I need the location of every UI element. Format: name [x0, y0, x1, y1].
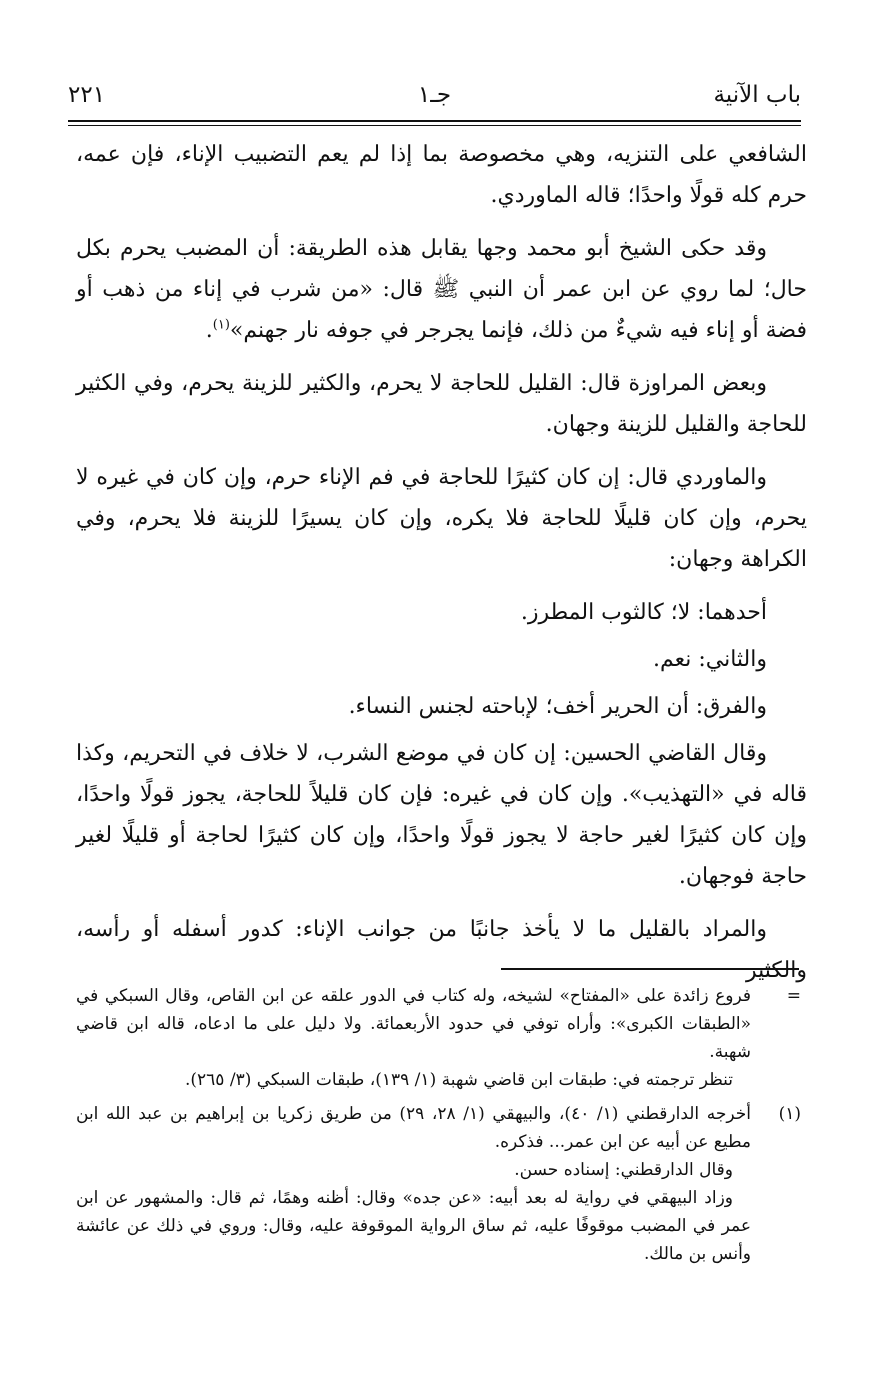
footnote-1: [76, 1100, 801, 1268]
paragraph: والماوردي قال: إن كان كثيرًا للحاجة في فم الإناء حرم، وإن كان في غيره لا يحرم، وإن كان قليلًا للحاجة فلا يكره، وإن كان يسيرًا للزينة فلا يحرم، وفي الكراهة وجهان:: [76, 465, 807, 572]
footnote-text: وقال الدارقطني: إسناده حسن.: [514, 1160, 733, 1180]
paragraph: [76, 228, 807, 351]
main-text: [76, 134, 807, 1003]
paragraph-sub: والفرق: أن الحرير أخف؛ لإباحته لجنس النساء.: [348, 694, 767, 719]
footnote-reference[interactable]: (١): [212, 317, 230, 333]
footnote-separator: [501, 968, 799, 970]
paragraph-text: وقد حكى الشيخ أبو محمد وجها يقابل هذه الطريقة: أن المضبب يحرم بكل حال؛ لما روي عن ابن عمر أن النبي ﷺ قال: «من شرب في إناء من ذهب أو فضة أو إناء فيه شيءٌ من ذلك، فإنما يجرجر في جوفه نار جهنم»: [76, 236, 807, 343]
footnote-text: تنظر ترجمته في: طبقات ابن قاضي شهبة (١/ ١٣٩)، طبقات السبكي (٣/ ٢٦٥).: [184, 1070, 733, 1090]
footnote-continuation: [76, 982, 801, 1094]
page-number: ٢٢١: [68, 82, 106, 108]
running-header: [68, 80, 801, 120]
continuation-mark: =: [786, 986, 801, 1006]
footnote-text: أخرجه الدارقطني (١/ ٤٠)، والبيهقي (١/ ٢٨، ٢٩) من طريق زكريا بن إبراهيم بن عبد الله ابن مطيع عن أبيه عن ابن عمر... فذكره.: [76, 1104, 751, 1152]
paragraph: وقال القاضي الحسين: إن كان في موضع الشرب، لا خلاف في التحريم، وكذا قاله في «التهذيب». وإن كان في غيره: فإن كان قليلاً للحاجة، يجوز قولًا واحدًا، وإن كان كثيرًا لغير حاجة لا يجوز قولًا واحدًا، وإن كان كثيرًا لحاجة أو قليلًا لغير حاجة فوجهان.: [76, 741, 808, 889]
footnotes: [76, 982, 801, 1274]
paragraph: وبعض المراوزة قال: القليل للحاجة لا يحرم، والكثير للزينة يحرم، وفي الكثير للحاجة والقليل للزينة وجهان.: [76, 371, 807, 437]
footnote-text: فروع زائدة على «المفتاح» لشيخه، وله كتاب في الدور علقه عن ابن القاص، وقال السبكي في «الطبقات الكبرى»: وأراه توفي في حدود الأربعمائة. ولا دليل على ما ادعاه، قاله ابن قاضي شهبة.: [76, 986, 751, 1062]
footnote-text: وزاد البيهقي في رواية له بعد أبيه: «عن جده» وقال: أظنه وهمًا، ثم قال: والمشهور عن ابن عمر في المضبب موقوفًا عليه، ثم ساق الرواية الموقوفة عليه، وقال: وروي في ذلك عن عائشة وأنس بن مالك.: [76, 1188, 752, 1264]
header-rule-thick: [68, 120, 801, 122]
header-rule-thin: [68, 125, 801, 126]
paragraph-sub: أحدهما: لا؛ كالثوب المطرز.: [520, 600, 767, 625]
sentence-end: .: [205, 318, 213, 343]
paragraph: والمراد بالقليل ما لا يأخذ جانبًا من جوانب الإناء: كدور أسفله أو رأسه، والكثير: [76, 917, 807, 983]
paragraph: الشافعي على التنزيه، وهي مخصوصة بما إذا لم يعم التضبيب الإناء، فإن عمه، حرم كله قولًا واحدًا؛ قاله الماوردي.: [76, 142, 807, 208]
paragraph-sub: والثاني: نعم.: [652, 647, 767, 672]
chapter-title: باب الآنية: [713, 82, 801, 108]
volume-label: جـ١: [417, 82, 452, 108]
footnote-number: (١): [778, 1104, 801, 1124]
